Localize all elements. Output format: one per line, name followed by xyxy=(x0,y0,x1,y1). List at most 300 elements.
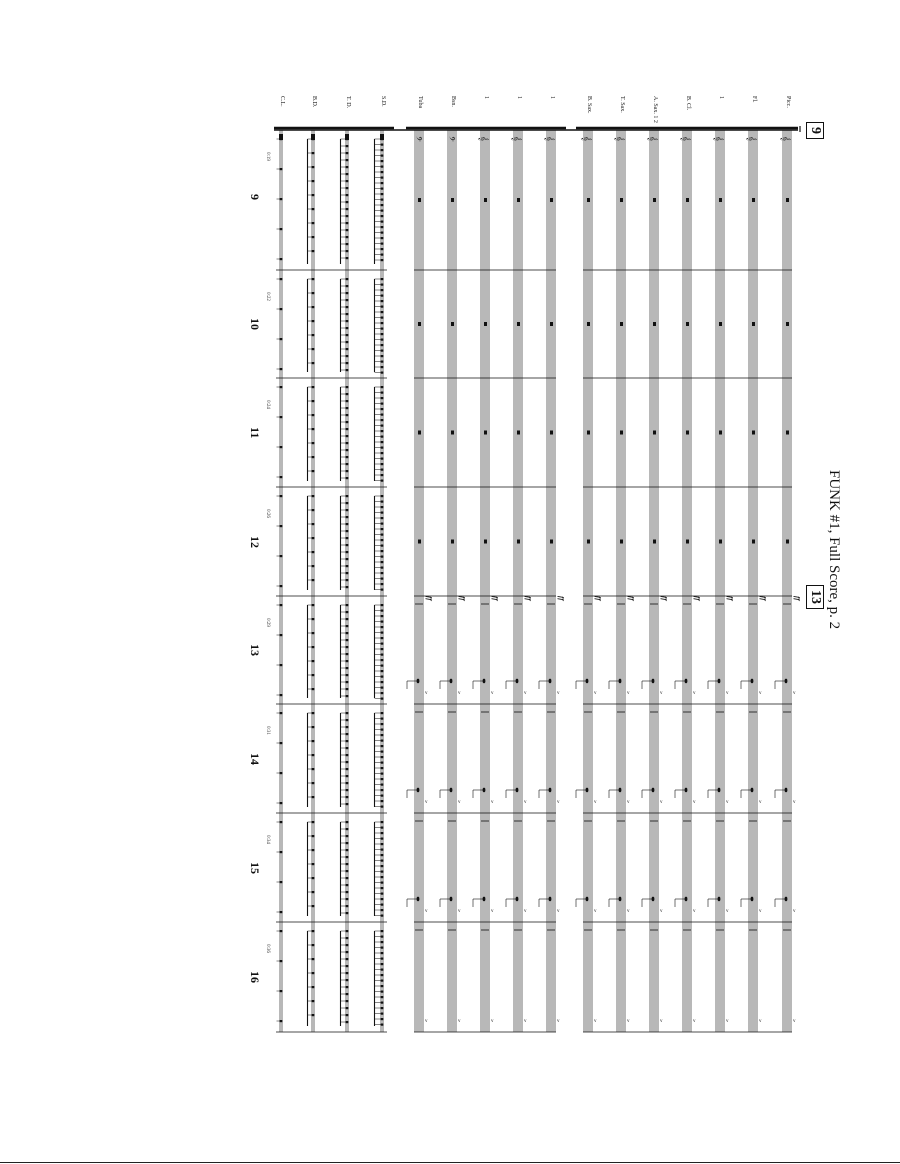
percussion-note xyxy=(312,877,315,879)
percussion-note xyxy=(381,452,384,454)
accent-mark: v xyxy=(726,1019,729,1024)
percussion-note xyxy=(381,199,384,201)
whole-rest xyxy=(550,322,553,326)
percussion-note xyxy=(346,442,349,444)
percussion-note xyxy=(381,259,384,261)
percussion-note xyxy=(346,944,349,946)
percussion-note xyxy=(280,604,283,606)
whole-rest xyxy=(451,322,454,326)
whole-rest xyxy=(484,540,487,544)
percussion-note xyxy=(280,881,283,883)
percussion-note xyxy=(381,458,384,460)
clef-icon: 𝄞 xyxy=(478,136,488,142)
accent-mark: v xyxy=(458,1019,461,1024)
percussion-note xyxy=(346,768,349,770)
measure-number: 16 xyxy=(248,971,262,983)
percussion-note xyxy=(381,621,384,623)
accent-mark: v xyxy=(759,1019,762,1024)
percussion-note xyxy=(312,674,315,676)
whole-rest xyxy=(786,540,789,544)
accent-mark: v xyxy=(524,1019,527,1024)
percussion-note xyxy=(346,572,349,574)
percussion-note xyxy=(381,539,384,541)
percussion-note xyxy=(381,578,384,580)
percussion-note xyxy=(346,796,349,798)
percussion-note xyxy=(381,284,384,286)
whole-rest xyxy=(484,198,487,202)
percussion-note xyxy=(381,806,384,808)
percussion-note xyxy=(312,754,315,756)
percussion-note xyxy=(346,229,349,231)
percussion-note xyxy=(381,210,384,212)
percussion-note xyxy=(280,930,283,932)
percussion-note xyxy=(346,180,349,182)
whole-rest xyxy=(451,431,454,435)
percussion-note xyxy=(346,414,349,416)
percussion-note xyxy=(346,516,349,518)
percussion-note xyxy=(280,495,283,497)
percussion-note xyxy=(346,775,349,777)
whole-rest xyxy=(451,540,454,544)
percussion-note xyxy=(346,1000,349,1002)
percussion-note xyxy=(381,969,384,971)
percussion-note xyxy=(346,400,349,402)
percussion-note xyxy=(346,789,349,791)
percussion-note xyxy=(381,718,384,720)
accent-mark: v xyxy=(425,691,428,696)
percussion-note xyxy=(312,236,315,238)
percussion-note xyxy=(312,222,315,224)
percussion-note xyxy=(381,306,384,308)
percussion-note xyxy=(346,558,349,560)
staff-label-bassoon: Bsn. xyxy=(450,96,456,107)
percussion-note xyxy=(346,782,349,784)
percussion-note xyxy=(346,159,349,161)
whole-rest xyxy=(587,322,590,326)
percussion-note xyxy=(346,646,349,648)
percussion-note xyxy=(312,348,315,350)
percussion-note xyxy=(346,362,349,364)
percussion-note xyxy=(312,863,315,865)
staff-label-clarinet-1: 1 xyxy=(718,96,724,99)
percussion-note xyxy=(312,821,315,823)
whole-rest xyxy=(517,540,520,544)
percussion-note xyxy=(381,463,384,465)
percussion-note xyxy=(346,905,349,907)
percussion-note xyxy=(381,887,384,889)
percussion-note xyxy=(280,555,283,557)
accent-mark: v xyxy=(458,909,461,914)
percussion-note xyxy=(312,849,315,851)
accent-mark: v xyxy=(759,800,762,805)
percussion-note xyxy=(381,729,384,731)
accent-mark: v xyxy=(726,909,729,914)
staff-label-bass-drum: B.D. xyxy=(311,96,317,108)
percussion-note xyxy=(280,228,283,230)
percussion-note xyxy=(346,688,349,690)
accent-mark: v xyxy=(693,800,696,805)
percussion-note xyxy=(381,1024,384,1026)
measure-number: 9 xyxy=(248,194,262,200)
accent-mark: v xyxy=(557,800,560,805)
whole-rest xyxy=(653,198,656,202)
percussion-note xyxy=(381,243,384,245)
percussion-note xyxy=(346,863,349,865)
percussion-note xyxy=(346,695,349,697)
percussion-note xyxy=(280,851,283,853)
measure-number: 14 xyxy=(248,752,262,765)
percussion-note xyxy=(346,257,349,259)
percussion-note xyxy=(346,986,349,988)
percussion-note xyxy=(312,166,315,168)
percussion-note xyxy=(381,495,384,497)
whole-rest xyxy=(550,198,553,202)
percussion-note xyxy=(381,1007,384,1009)
percussion-note xyxy=(381,322,384,324)
percussion-note xyxy=(346,369,349,371)
percussion-note xyxy=(312,152,315,154)
percussion-note xyxy=(381,144,384,146)
percussion-note xyxy=(312,905,315,907)
accent-mark: v xyxy=(491,1019,494,1024)
percussion-note xyxy=(381,155,384,157)
percussion-note xyxy=(381,517,384,519)
accent-mark: v xyxy=(726,800,729,805)
percussion-note xyxy=(381,974,384,976)
time-mark: 0:29 xyxy=(265,618,270,627)
accent-mark: v xyxy=(557,691,560,696)
percussion-note xyxy=(312,495,315,497)
percussion-note xyxy=(381,734,384,736)
percussion-note xyxy=(381,615,384,617)
percussion-note xyxy=(346,747,349,749)
percussion-note xyxy=(346,653,349,655)
percussion-note xyxy=(280,821,283,823)
percussion-note xyxy=(381,882,384,884)
whole-rest xyxy=(517,198,520,202)
page-bottom-rule xyxy=(0,1162,900,1163)
percussion-note xyxy=(312,1014,315,1016)
staff-label-flute: Fl. xyxy=(751,96,757,103)
percussion-note xyxy=(312,835,315,837)
percussion-note xyxy=(312,618,315,620)
percussion-note xyxy=(381,567,384,569)
percussion-note xyxy=(346,930,349,932)
percussion-note xyxy=(280,308,283,310)
percussion-note xyxy=(381,166,384,168)
percussion-note xyxy=(312,537,315,539)
percussion-note xyxy=(346,313,349,315)
time-mark: 0:22 xyxy=(265,292,270,301)
percussion-note xyxy=(381,480,384,482)
percussion-note xyxy=(346,681,349,683)
percussion-note xyxy=(346,537,349,539)
whole-rest xyxy=(620,322,623,326)
percussion-note xyxy=(381,865,384,867)
percussion-note xyxy=(280,694,283,696)
whole-rest xyxy=(719,322,722,326)
accent-mark: v xyxy=(594,800,597,805)
percussion-note xyxy=(381,909,384,911)
percussion-note xyxy=(312,428,315,430)
percussion-note xyxy=(346,611,349,613)
percussion-note xyxy=(346,565,349,567)
percussion-note xyxy=(381,930,384,932)
staff-label-trombone-1: 1 xyxy=(483,96,489,99)
percussion-note xyxy=(381,980,384,982)
whole-rest xyxy=(686,431,689,435)
percussion-note xyxy=(381,626,384,628)
whole-rest xyxy=(550,431,553,435)
percussion-note xyxy=(381,698,384,700)
accent-mark: v xyxy=(627,800,630,805)
accent-mark: v xyxy=(425,1019,428,1024)
percussion-note xyxy=(346,495,349,497)
measure-number: 11 xyxy=(248,426,262,438)
percussion-note xyxy=(346,243,349,245)
percussion-note xyxy=(381,372,384,374)
whole-rest xyxy=(786,198,789,202)
accent-mark: v xyxy=(627,909,630,914)
percussion-note xyxy=(346,712,349,714)
percussion-note xyxy=(346,201,349,203)
percussion-note xyxy=(312,362,315,364)
accent-mark: v xyxy=(557,909,560,914)
whole-rest xyxy=(418,431,421,435)
whole-rest xyxy=(620,540,623,544)
percussion-note xyxy=(346,972,349,974)
accent-mark: v xyxy=(524,691,527,696)
percussion-note xyxy=(280,585,283,587)
percussion-note xyxy=(381,512,384,514)
percussion-note xyxy=(312,660,315,662)
dynamic-marking: ff xyxy=(660,596,668,601)
percussion-note xyxy=(381,876,384,878)
percussion-note xyxy=(381,501,384,503)
percussion-note xyxy=(312,1000,315,1002)
clef-icon: 𝄞 xyxy=(713,136,723,142)
accent-mark: v xyxy=(660,800,663,805)
percussion-note xyxy=(346,1014,349,1016)
percussion-note xyxy=(381,447,384,449)
percussion-note xyxy=(346,299,349,301)
percussion-note xyxy=(346,523,349,525)
whole-rest xyxy=(752,322,755,326)
percussion-note xyxy=(312,688,315,690)
percussion-note xyxy=(381,403,384,405)
percussion-note xyxy=(346,639,349,641)
percussion-note xyxy=(346,194,349,196)
whole-rest xyxy=(550,540,553,544)
percussion-note xyxy=(381,941,384,943)
percussion-note xyxy=(381,745,384,747)
accent-mark: v xyxy=(594,691,597,696)
percussion-note xyxy=(346,979,349,981)
percussion-note xyxy=(280,416,283,418)
percussion-note xyxy=(381,773,384,775)
percussion-note xyxy=(312,726,315,728)
whole-rest xyxy=(686,198,689,202)
accent-mark: v xyxy=(793,691,796,696)
percussion-note xyxy=(312,320,315,322)
percussion-note xyxy=(346,502,349,504)
percussion-note xyxy=(346,1021,349,1023)
time-mark: 0:24 xyxy=(265,400,270,409)
percussion-note xyxy=(312,958,315,960)
whole-rest xyxy=(686,540,689,544)
whole-rest xyxy=(484,431,487,435)
whole-rest xyxy=(786,431,789,435)
clef-icon: 𝄞 xyxy=(780,136,790,142)
whole-rest xyxy=(752,431,755,435)
accent-mark: v xyxy=(627,1019,630,1024)
percussion-note xyxy=(346,285,349,287)
dynamic-marking: ff xyxy=(759,596,767,601)
percussion-note xyxy=(381,762,384,764)
percussion-note xyxy=(381,676,384,678)
percussion-note xyxy=(381,355,384,357)
percussion-note xyxy=(381,436,384,438)
percussion-note xyxy=(312,768,315,770)
percussion-note xyxy=(381,963,384,965)
percussion-note xyxy=(346,733,349,735)
measure-number: 15 xyxy=(248,861,262,874)
percussion-note xyxy=(381,898,384,900)
dynamic-marking: ff xyxy=(458,596,466,601)
percussion-note xyxy=(381,311,384,313)
percussion-note xyxy=(312,509,315,511)
percussion-note xyxy=(346,250,349,252)
percussion-note xyxy=(381,958,384,960)
percussion-note xyxy=(381,408,384,410)
time-mark: 0:36 xyxy=(265,944,270,953)
dynamic-marking: ff xyxy=(793,596,801,601)
percussion-note xyxy=(312,414,315,416)
whole-rest xyxy=(653,322,656,326)
percussion-note xyxy=(381,254,384,256)
staff-label-tuba: Tuba xyxy=(417,96,423,109)
percussion-note xyxy=(346,292,349,294)
percussion-note xyxy=(346,222,349,224)
percussion-note xyxy=(312,565,315,567)
percussion-note xyxy=(346,884,349,886)
percussion-note xyxy=(312,523,315,525)
percussion-note xyxy=(346,719,349,721)
staff-label-bass-clarinet: B. Cl. xyxy=(685,96,691,111)
percussion-note xyxy=(346,835,349,837)
percussion-note xyxy=(312,972,315,974)
percussion-note xyxy=(381,177,384,179)
accent-mark: v xyxy=(693,691,696,696)
percussion-note xyxy=(280,712,283,714)
percussion-note xyxy=(381,643,384,645)
accent-mark: v xyxy=(759,909,762,914)
percussion-note xyxy=(312,740,315,742)
percussion-note xyxy=(381,300,384,302)
percussion-note xyxy=(381,996,384,998)
whole-rest xyxy=(418,322,421,326)
percussion-note xyxy=(346,393,349,395)
whole-rest xyxy=(653,431,656,435)
dynamic-marking: ff xyxy=(491,596,499,601)
percussion-note xyxy=(381,860,384,862)
percussion-note xyxy=(346,740,349,742)
percussion-note xyxy=(381,215,384,217)
percussion-note xyxy=(346,145,349,147)
percussion-note xyxy=(346,421,349,423)
percussion-note xyxy=(312,292,315,294)
percussion-note xyxy=(312,456,315,458)
percussion-note xyxy=(346,530,349,532)
clef-icon: 𝄞 xyxy=(544,136,554,142)
percussion-note xyxy=(280,525,283,527)
percussion-note xyxy=(346,544,349,546)
percussion-note xyxy=(280,742,283,744)
percussion-note xyxy=(381,843,384,845)
percussion-note xyxy=(381,295,384,297)
percussion-note xyxy=(381,328,384,330)
rehearsal-mark-13: 13 xyxy=(806,585,824,609)
percussion-note xyxy=(381,778,384,780)
staff-label-snare-drum: S.D. xyxy=(380,96,386,107)
percussion-note xyxy=(280,960,283,962)
whole-rest xyxy=(587,198,590,202)
percussion-note xyxy=(346,754,349,756)
percussion-note xyxy=(381,756,384,758)
percussion-note xyxy=(280,446,283,448)
time-mark: 0:31 xyxy=(265,726,270,735)
percussion-note xyxy=(280,634,283,636)
percussion-note xyxy=(346,667,349,669)
percussion-note xyxy=(346,803,349,805)
time-mark: 0:19 xyxy=(265,152,270,161)
percussion-note xyxy=(346,341,349,343)
percussion-note xyxy=(312,579,315,581)
percussion-note xyxy=(312,782,315,784)
percussion-note xyxy=(346,821,349,823)
percussion-note xyxy=(280,338,283,340)
percussion-note xyxy=(346,173,349,175)
percussion-note xyxy=(346,152,349,154)
percussion-note xyxy=(312,180,315,182)
percussion-note xyxy=(346,965,349,967)
percussion-note xyxy=(312,194,315,196)
accent-mark: v xyxy=(491,800,494,805)
percussion-note xyxy=(346,509,349,511)
accent-mark: v xyxy=(726,691,729,696)
percussion-note xyxy=(381,821,384,823)
clef-icon: 𝄞 xyxy=(511,136,521,142)
percussion-note xyxy=(381,534,384,536)
percussion-note xyxy=(312,604,315,606)
percussion-note xyxy=(346,456,349,458)
percussion-note xyxy=(381,904,384,906)
percussion-note xyxy=(381,827,384,829)
percussion-note xyxy=(381,687,384,689)
whole-rest xyxy=(719,540,722,544)
percussion-note xyxy=(312,442,315,444)
percussion-note xyxy=(381,523,384,525)
accent-mark: v xyxy=(524,909,527,914)
percussion-note xyxy=(346,660,349,662)
percussion-note xyxy=(381,339,384,341)
percussion-note xyxy=(280,990,283,992)
percussion-note xyxy=(381,419,384,421)
measure-number: 10 xyxy=(248,318,262,330)
percussion-note xyxy=(381,392,384,394)
rehearsal-mark-9: 9 xyxy=(806,122,824,139)
percussion-note xyxy=(381,740,384,742)
